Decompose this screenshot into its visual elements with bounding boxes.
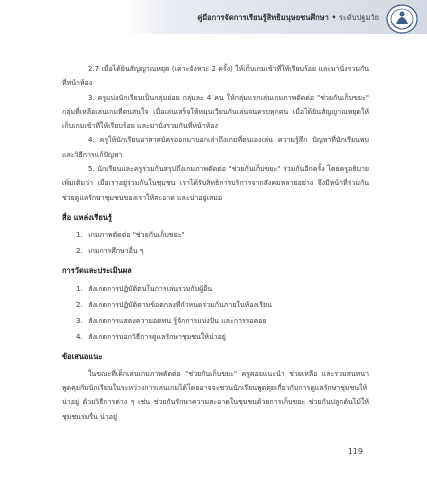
header-title: [197, 12, 379, 24]
media-heading: สื่อ แหล่งเรียนรู้: [62, 212, 112, 222]
page-header: [0, 0, 427, 34]
header-separator: •: [331, 13, 337, 22]
suggestion-paragraph: ในขณะที่เด็กเล่นเกมภาพตัดต่อ "ช่วยกันเก็บขยะ" ครูคอยแนะนำ ช่วยเหลือ และร่วมสนทนาพูดคุยกับนักเรียนในระหว่างการเล่นเกมได้โดยอาจจะชวนนักเรียนพูดคุยเกี่ยวกับการดูแลรักษาชุมชนให้น่าอยู่ ด้วยวิธีการต่าง ๆ เช่น ช่วยกันรักษาความสะอาดในชุมชนด้วยการเก็บขยะ ช่วยกันปลูกต้นไม้ให้ชุมชนร่มรื่น น่าอยู่: [62, 369, 369, 421]
page-content: [62, 62, 369, 424]
header-title-main: คู่มือการจัดการเรียนรู้สิทธิมนุษยชนศึกษา: [197, 13, 329, 22]
paragraph-step-2-7: 2.7 เมื่อได้ยินสัญญาณหยุด (เคาะจังหวะ 2 ครั้ง) ให้เก็บเกมเข้าที่ให้เรียบร้อย และมานั่งรวมกันที่หน้าห้อง: [62, 65, 369, 88]
list-item: 2. เกมการศึกษาอื่น ๆ: [76, 247, 144, 256]
header-subtitle: ระดับปฐมวัย: [338, 13, 379, 22]
evaluation-list: [62, 282, 369, 344]
paragraph-step-4: 4. ครูให้นักเรียนอาสาสมัครออกมาบอกเล่าถึงเกมที่ตนเองเล่น ความรู้สึก ปัญหาที่นักเรียนพบ และวิธีการแก้ปัญหา: [62, 136, 369, 159]
paragraph-step-3: 3. ครูแบ่งนักเรียนเป็นกลุ่มย่อย กลุ่มละ 4 คน ให้กลุ่มแรกเล่นเกมภาพตัดต่อ "ช่วยกันเก็บขยะ" กลุ่มที่เหลือเล่นเกมที่ตนสนใจ เมื่อเล่นเสร็จให้หมุนเวียนกันเล่นจนครบทุกคน เมื่อได้ยินสัญญาณหยุดให้เก็บเกมเข้าที่ให้เรียบร้อย และมานั่งรวมกันที่หน้าห้อง: [62, 93, 369, 131]
suggestion-heading: ข้อเสนอแนะ: [62, 351, 103, 361]
list-item: 1. เกมภาพตัดต่อ "ช่วยกันเก็บขยะ": [76, 231, 185, 240]
page-number: 119: [347, 447, 363, 456]
emblem-logo-icon: [385, 2, 419, 34]
list-item: 3. สังเกตการแสดงความอดทน รู้จักการแบ่งปัน และการรอคอย: [76, 316, 267, 325]
list-item: 4. สังเกตการบอกวิธีการดูแลรักษาชุมชนให้น่าอยู่: [76, 332, 226, 341]
evaluation-heading: การวัดและประเมินผล: [62, 266, 132, 276]
list-item: 2. สังเกตการปฏิบัติตามข้อตกลงที่กำหนดร่วมกันภายในห้องเรียน: [76, 300, 272, 309]
media-list: [62, 228, 369, 258]
paragraph-step-5: 5. นักเรียนและครูร่วมกันสรุปถึงเกมภาพตัดต่อ "ช่วยกันเก็บขยะ" ร่วมกันอีกครั้ง โดยครูอธิบายเพิ่มเติมว่า เมื่อเราอยู่ร่วมกันในชุมชน เราได้รับสิทธิการบริการจากสังคมหลายอย่าง จึงมีหน้าที่ร่วมกันช่วยดูแลรักษาชุมชนของเราให้สะอาด และน่าอยู่เสมอ: [62, 165, 369, 202]
list-item: 1. สังเกตการปฏิบัติตนในการเล่นร่วมกับผู้อื่น: [76, 284, 213, 293]
